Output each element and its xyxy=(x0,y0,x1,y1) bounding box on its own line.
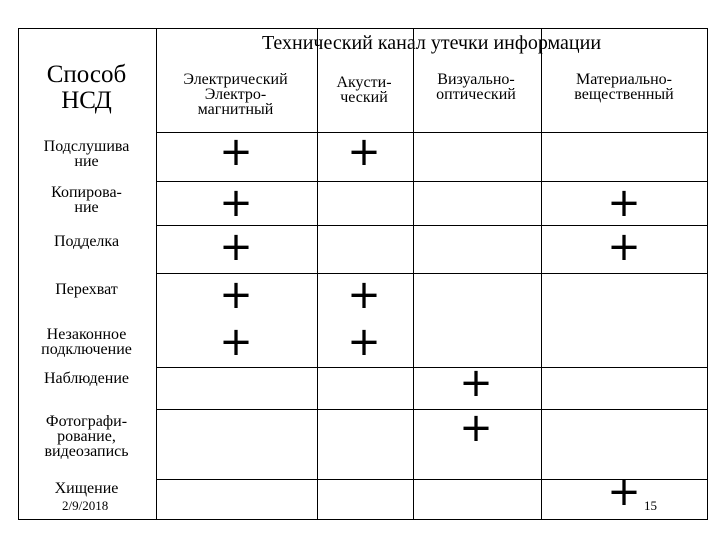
plus-mark: + xyxy=(459,405,493,451)
plus-mark: + xyxy=(459,360,493,406)
row-label-photo-video: Фотографи- рование, видеозапись xyxy=(44,413,129,461)
slide-date: 2/9/2018 xyxy=(62,498,109,513)
plus-mark: + xyxy=(347,129,381,175)
row-label-forgery: Подделка xyxy=(53,233,120,250)
plus-mark: + xyxy=(219,180,253,226)
row-label-copying: Копирова- ние xyxy=(51,184,122,217)
grid-line xyxy=(541,29,542,519)
plus-mark: + xyxy=(347,272,381,318)
column-header-material: Материально- вещественный xyxy=(574,71,674,104)
row-label-illegal-connection: Незаконное подключение xyxy=(41,326,132,359)
plus-mark: + xyxy=(607,180,641,226)
plus-mark: + xyxy=(607,469,641,515)
grid-line xyxy=(156,367,707,368)
column-header-electric: Электрический Электро- магнитный xyxy=(183,71,288,119)
plus-mark: + xyxy=(219,129,253,175)
row-label-observation: Наблюдение xyxy=(44,370,129,387)
slide-number: 15 xyxy=(644,498,657,513)
column-header-visual-optical: Визуально- оптический xyxy=(436,71,516,104)
plus-mark: + xyxy=(219,272,253,318)
row-label-theft: Хищение xyxy=(54,480,119,497)
method-header: Способ НСД xyxy=(46,61,127,115)
column-header-acoustic: Акусти- ческий xyxy=(336,74,392,107)
row-label-interception: Перехват xyxy=(55,281,118,298)
plus-mark: + xyxy=(607,224,641,270)
plus-mark: + xyxy=(347,319,381,365)
grid-line xyxy=(156,409,707,410)
channel-title: Технический канал утечки информации xyxy=(261,32,602,54)
grid-line xyxy=(413,29,414,519)
plus-mark: + xyxy=(219,319,253,365)
plus-mark: + xyxy=(219,224,253,270)
row-label-eavesdropping: Подслушива ние xyxy=(43,138,130,171)
